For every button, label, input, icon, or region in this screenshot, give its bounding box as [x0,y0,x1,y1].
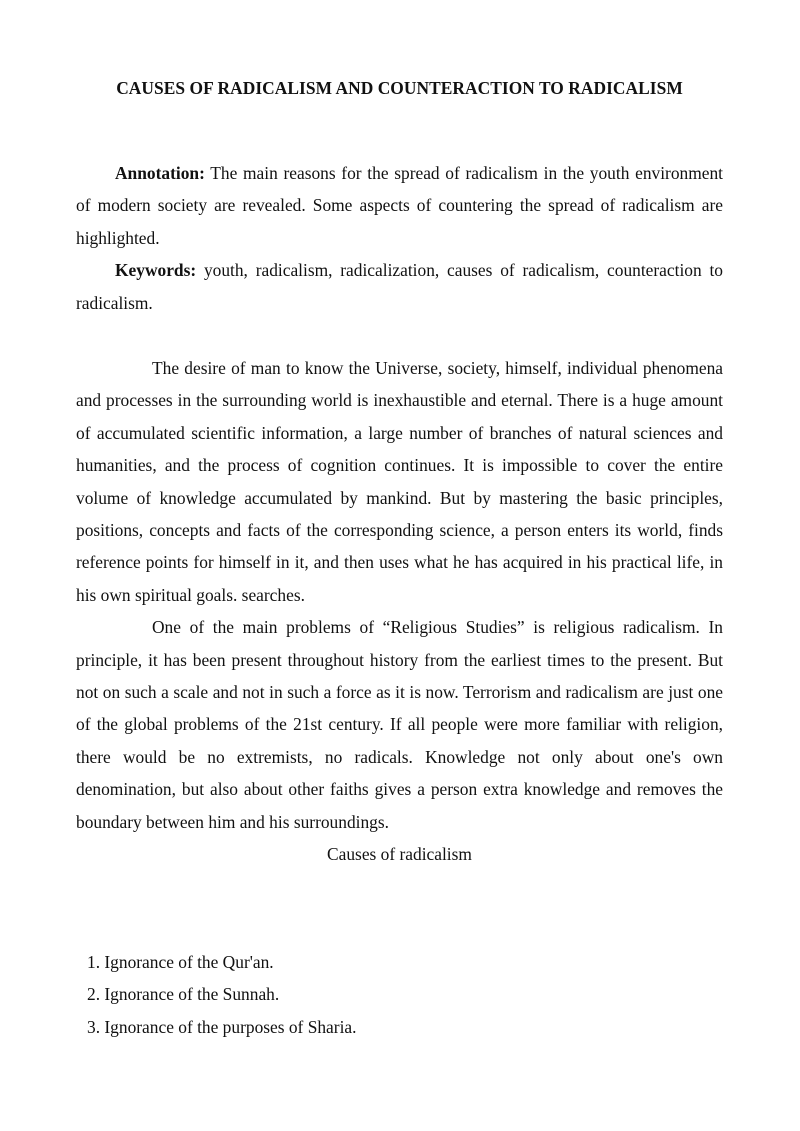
keywords-label: Keywords: [115,260,197,281]
annotation-label: Annotation: [115,163,205,183]
causes-heading: Causes of radicalism [327,844,472,865]
annotation-paragraph [76,157,723,254]
keywords-paragraph [76,254,723,319]
body-text [76,352,723,871]
list-item: 1. Ignorance of the Qur'an. [87,952,274,972]
annotation-text: The main reasons for the spread of radicalism in the youth environment of modern society are revealed. Some aspects of countering the spread of radicalism are highlighted. [76,163,723,248]
front-matter [76,157,723,319]
paper-title: CAUSES OF RADICALISM AND COUNTERACTION TO RADICALISM [116,78,683,98]
keywords-text: youth, radicalism, radicalization, causes of radicalism, counteraction to radicalism. [76,260,723,313]
body-paragraph-2: One of the main problems of “Religious Studies” is religious radicalism. In principle, it has been present throughout history from the earliest times to the present. But not on such a scale and not in such a force as it is now. Terrorism and radicalism are just one of the global problems of the 21st century. If all people were more familiar with religion, there would be no extremists, no radicals. Knowledge not only about one's own denomination, but also about other faiths gives a person extra knowledge and removes the boundary between him and his surroundings. [76,617,723,832]
causes-list [76,946,723,1043]
body-paragraph-1: The desire of man to know the Universe, society, himself, individual phenomena and processes in the surrounding world is inexhaustible and eternal. There is a huge amount of accumulated scientific information, a large number of branches of natural sciences and humanities, and the process of cognition continues. It is impossible to cover the entire volume of knowledge accumulated by mankind. But by mastering the basic principles, positions, concepts and facts of the corresponding science, a person enters its world, finds reference points for himself in it, and then uses what he has acquired in his practical life, in his own spiritual goals. searches. [76,358,723,605]
list-item: 2. Ignorance of the Sunnah. [87,984,280,1005]
list-item: 3. Ignorance of the purposes of Sharia. [87,1016,357,1037]
